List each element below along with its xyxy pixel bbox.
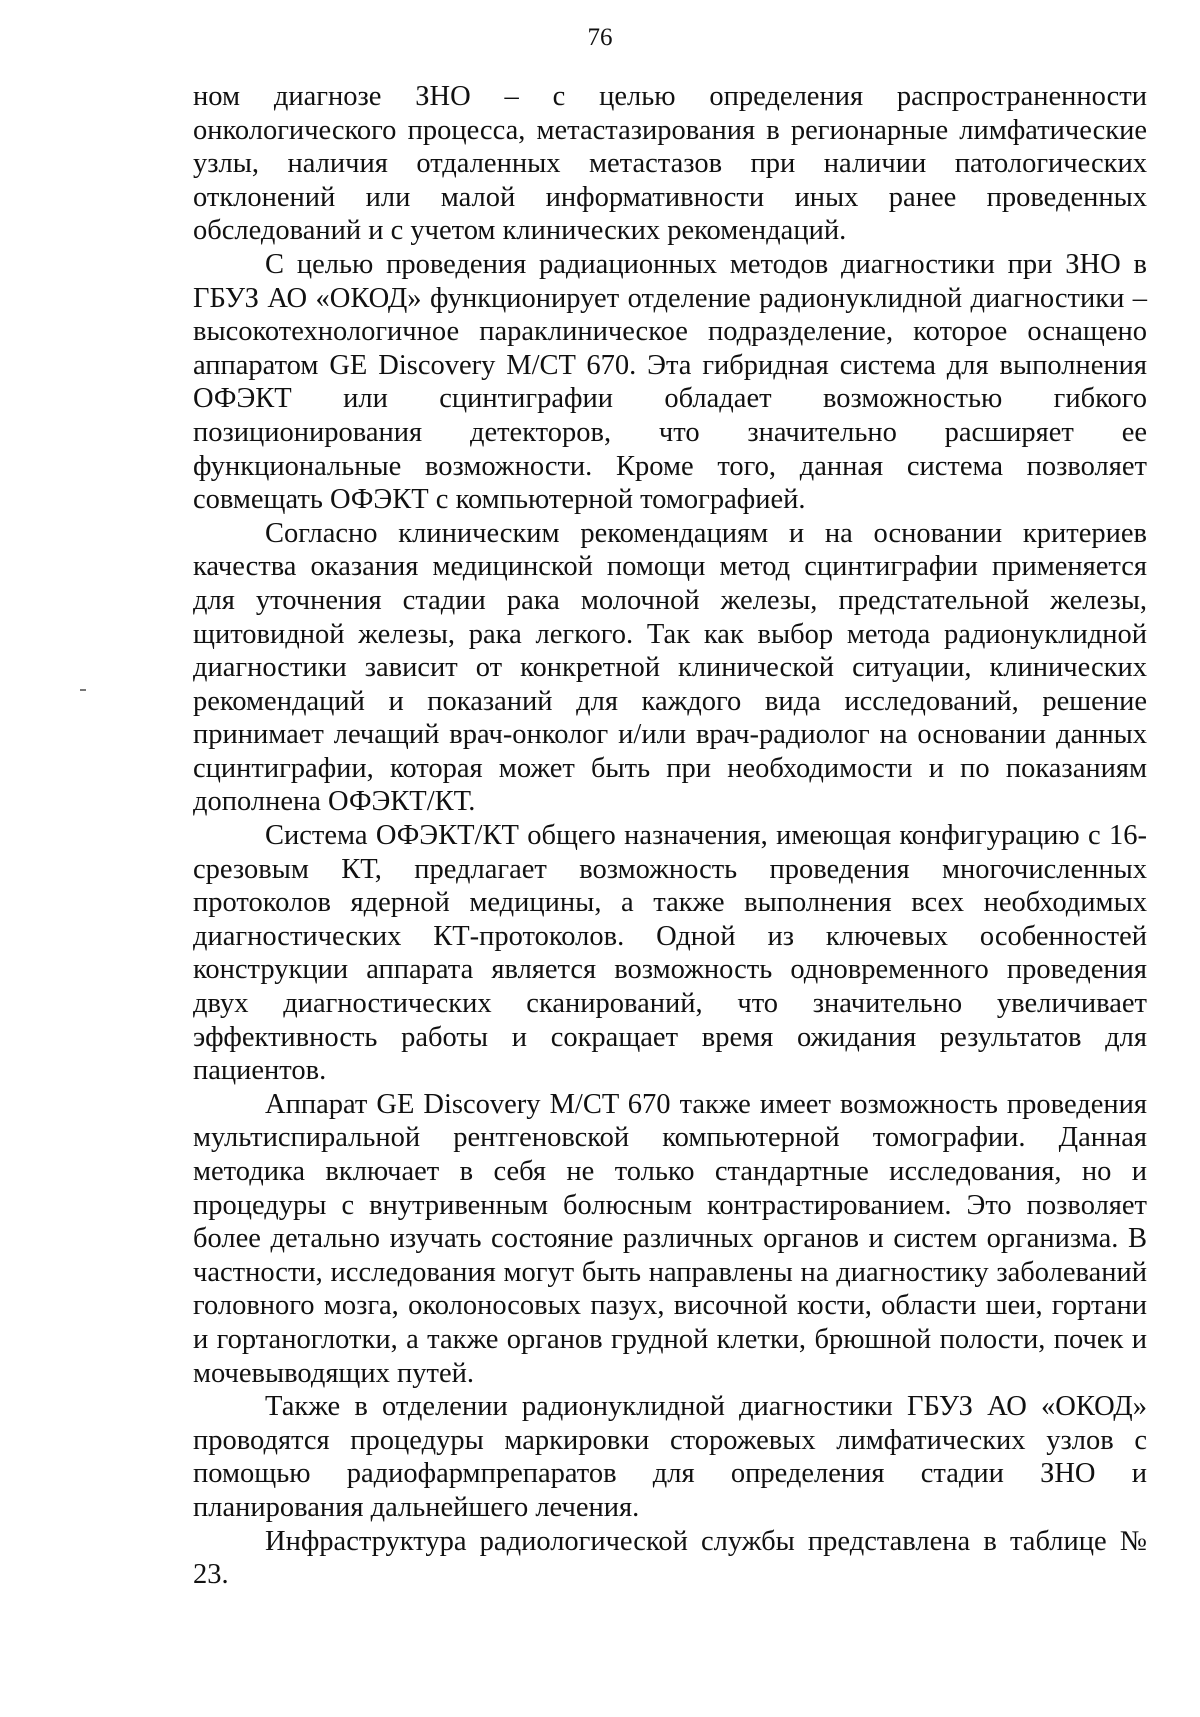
paragraph-radionuclide-department: С целью проведения радиационных методов диагностики при ЗНО в ГБУЗ АО «ОКОД» функционирует отделение радионуклидной диагностики – высокотехнологичное параклиническое подразделение, которое оснащено аппаратом GE Discovery M/CT 670. Эта гибридная система для выполнения ОФЭКТ или сцинтиграфии обладает возможностью гибкого позиционирования детекторов, что значительно расширяет ее функциональные возможности. Кроме того, данная система позволяет совмещать ОФЭКТ с компьютерной томографией.: [193, 248, 1147, 516]
page-number: 76: [587, 24, 613, 51]
scan-margin-mark: [80, 689, 86, 691]
paragraph-infrastructure-reference: Инфраструктура радиологической службы представлена в таблице № 23.: [193, 1525, 1147, 1591]
paragraph-continuation: ном диагнозе ЗНО – с целью определения распространенности онкологического процесса, метастазирования в регионарные лимфатические узлы, наличия отдаленных метастазов при наличии патологических отклонений или малой информативности иных ранее проведенных обследований и с учетом клинических рекомендаций.: [193, 81, 1147, 247]
paragraph-scintigraphy-indications: Согласно клиническим рекомендациям и на основании критериев качества оказания медицинской помощи метод сцинтиграфии применяется для уточнения стадии рака молочной железы, предстательной железы, щитовидной железы, рака легкого. Так как выбор метода радионуклидной диагностики зависит от конкретной клинической ситуации, клинических рекомендаций и показаний для каждого вида исследований, решение принимает лечащий врач-онколог и/или врач-радиолог на основании данных сцинтиграфии, которая может быть при необходимости и по показаниям дополнена ОФЭКТ/КТ.: [193, 517, 1147, 818]
document-body: [193, 80, 1147, 1592]
paragraph-msct-capabilities: Аппарат GE Discovery M/CT 670 также имеет возможность проведения мультиспиральной рентгеновской компьютерной томографии. Данная методика включает в себя не только стандартные исследования, но и процедуры с внутривенным болюсным контрастированием. Это позволяет более детально изучать состояние различных органов и систем организма. В частности, исследования могут быть направлены на диагностику заболеваний головного мозга, околоносовых пазух, височной кости, области шеи, гортани и гортаноглотки, а также органов грудной клетки, брюшной полости, почек и мочевыводящих путей.: [193, 1088, 1147, 1389]
paragraph-spect-ct-system: Система ОФЭКТ/КТ общего назначения, имеющая конфигурацию с 16-срезовым КТ, предлагает возможность проведения многочисленных протоколов ядерной медицины, а также выполнения всех необходимых диагностических КТ-протоколов. Одной из ключевых особенностей конструкции аппарата является возможность одновременного проведения двух диагностических сканирований, что значительно увеличивает эффективность работы и сокращает время ожидания результатов для пациентов.: [193, 820, 1147, 1087]
paragraph-sentinel-node-marking: Также в отделении радионуклидной диагностики ГБУЗ АО «ОКОД» проводятся процедуры маркировки сторожевых лимфатических узлов с помощью радиофармпрепаратов для определения стадии ЗНО и планирования дальнейшего лечения.: [193, 1391, 1147, 1523]
